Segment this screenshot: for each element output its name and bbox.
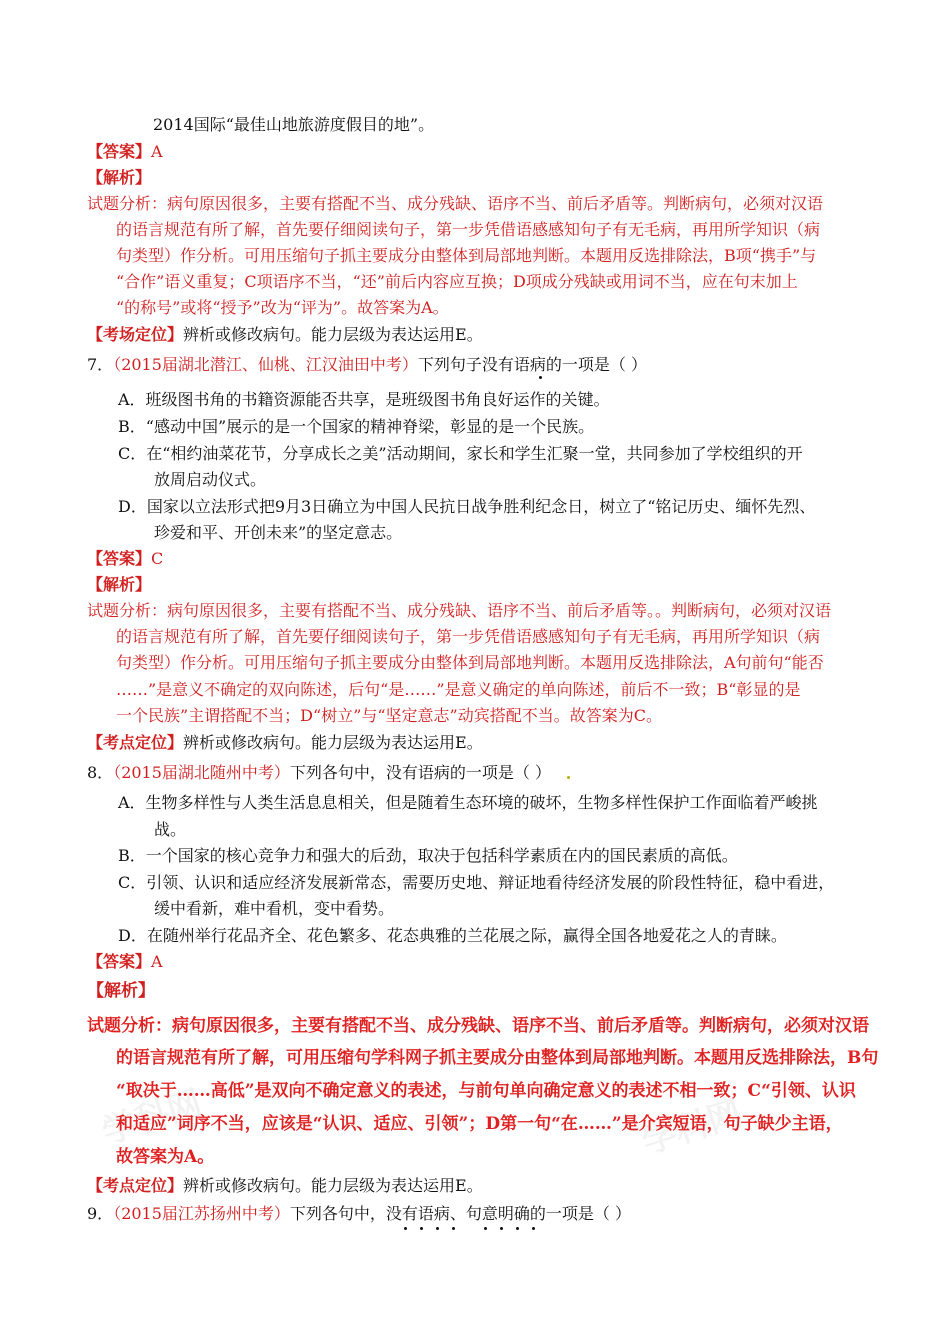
analysis-line: 试题分析：病句原因很多，主要有搭配不当、成分残缺、语序不当、前后矛盾等。判断病句，必须对汉语 [87, 1016, 869, 1036]
emphasis-dot [539, 376, 542, 379]
option-a: A．班级图书角的书籍资源能否共享，是班级图书角良好运作的关键。 [118, 390, 610, 409]
emphasis-dot [452, 1227, 455, 1230]
option-a: A．生物多样性与人类生活息息相关，但是随着生态环境的破坏，生物多样性保护工作面临着严峻挑 [118, 793, 818, 812]
position-line [87, 732, 483, 754]
question-8 [87, 762, 551, 784]
position-text: 辨析或修改病句。能力层级为表达运用E。 [183, 325, 483, 344]
question-source: （2015届湖北随州中考） [113, 763, 290, 782]
q6-answer [87, 141, 163, 163]
question-stem: 下列各句中，没有语病、句意明确的一项是（ ） [289, 1204, 632, 1223]
watermark: 学科网 [637, 1093, 747, 1163]
question-7 [87, 354, 647, 376]
analysis-line: 的语言规范有所了解，首先要仔细阅读句子，第一步凭借语感感知句子有无毛病，再用所学知识（病 [116, 220, 821, 239]
analysis-label: 【解析】 [87, 168, 152, 187]
option-c-cont: 放周启动仪式。 [154, 470, 267, 489]
emphasis-dot [484, 1227, 487, 1230]
option-a-cont: 战。 [154, 820, 187, 839]
option-b: B．“感动中国”展示的是一个国家的精神脊梁，彰显的是一个民族。 [118, 417, 595, 436]
emphasis-dot [500, 1227, 503, 1230]
analysis-line: 的语言规范有所了解，首先要仔细阅读句子，第一步凭借语感感知句子有无毛病，再用所学知识（病 [116, 627, 821, 646]
question-source: （2015届湖北潜江、仙桃、江汉油田中考） [113, 355, 418, 374]
q8-answer [87, 951, 163, 973]
analysis-line: 试题分析：病句原因很多，主要有搭配不当、成分残缺、语序不当、前后矛盾等。。判断病句，必须对汉语 [87, 601, 832, 620]
position-line [87, 1175, 483, 1197]
top-line: 2014国际“最佳山地旅游度假目的地”。 [153, 115, 435, 134]
analysis-line: 试题分析：病句原因很多，主要有搭配不当、成分残缺、语序不当、前后矛盾等。判断病句，必须对汉语 [87, 194, 824, 213]
answer-value: A [151, 142, 163, 161]
stray-mark [567, 776, 570, 779]
analysis-line: 一个民族”主谓搭配不当；D“树立”与“坚定意志”动宾搭配不当。故答案为C。 [116, 706, 662, 725]
question-number: 8． [87, 763, 114, 782]
question-number: 7． [87, 355, 114, 374]
answer-label: 【答案】 [87, 952, 152, 971]
answer-label: 【答案】 [87, 549, 152, 568]
answer-value: A [151, 952, 163, 971]
analysis-label: 【解析】 [87, 575, 152, 594]
analysis-line: 和适应”词序不当，应该是“认识、适应、引领”；D第一句“在……”是介宾短语，句子缺少主语， [116, 1114, 843, 1134]
analysis-label: 【解析】 [87, 981, 155, 1001]
analysis-line: 的语言规范有所了解，可用压缩句学科网子抓主要成分由整体到局部地判断。本题用反选排除法，B句 [116, 1048, 879, 1068]
position-text: 辨析或修改病句。能力层级为表达运用E。 [183, 1176, 483, 1195]
position-label: 【考点定位】 [87, 733, 184, 752]
position-label: 【考点定位】 [87, 1176, 184, 1195]
emphasis-dot [420, 1227, 423, 1230]
question-stem: 下列句子没有语病的一项是（ ） [417, 355, 648, 374]
emphasis-dot [516, 1227, 519, 1230]
option-b: B．一个国家的核心竞争力和强大的后劲，取决于包括科学素质在内的国民素质的高低。 [118, 846, 738, 865]
position-line [87, 324, 483, 346]
analysis-line: 句类型）作分析。可用压缩句子抓主要成分由整体到局部地判断。本题用反选排除法，B项“携手”与 [116, 246, 817, 265]
question-source: （2015届江苏扬州中考） [113, 1204, 290, 1223]
option-d: D．国家以立法形式把9月3日确立为中国人民抗日战争胜利纪念日，树立了“铭记历史、缅怀先烈、 [118, 497, 816, 516]
position-label: 【考场定位】 [87, 325, 184, 344]
question-9 [87, 1203, 631, 1225]
position-text: 辨析或修改病句。能力层级为表达运用E。 [183, 733, 483, 752]
question-number: 9． [87, 1204, 114, 1223]
q7-answer [87, 548, 163, 570]
analysis-line: 故答案为A。 [116, 1147, 215, 1167]
analysis-line: “的称号”或将“授予”改为“评为”。故答案为A。 [116, 298, 449, 317]
option-d: D．在随州举行花品齐全、花色繁多、花态典雅的兰花展之际，赢得全国各地爱花之人的青睐。 [118, 926, 787, 945]
option-c: C．引领、认识和适应经济发展新常态，需要历史地、辩证地看待经济发展的阶段性特征，稳中看进， [118, 873, 835, 892]
answer-value: C [151, 549, 164, 568]
option-c: C．在“相约油菜花节，分享成长之美”活动期间，家长和学生汇聚一堂，共同参加了学校组织的开 [118, 444, 803, 463]
question-stem: 下列各句中，没有语病的一项是（ ） [289, 763, 552, 782]
answer-label: 【答案】 [87, 142, 152, 161]
option-c-cont: 缓中看新，难中看机，变中看势。 [154, 899, 395, 918]
emphasis-dot [436, 1227, 439, 1230]
analysis-line: 句类型）作分析。可用压缩句子抓主要成分由整体到局部地判断。本题用反选排除法，A句前句“能否 [116, 653, 824, 672]
analysis-line: ……”是意义不确定的双向陈述，后句“是……”是意义确定的单向陈述，前后不一致；B“彰显的是 [116, 680, 801, 699]
emphasis-dot [404, 1227, 407, 1230]
analysis-line: “合作”语义重复；C项语序不当，“还”前后内容应互换；D项成分残缺或用词不当，应在句末加上 [116, 272, 798, 291]
emphasis-dot [532, 1227, 535, 1230]
option-d-cont: 珍爱和平、开创未来”的坚定意志。 [154, 523, 403, 542]
watermark: 学科网 [97, 1083, 207, 1153]
analysis-line: “取决于……高低”是双向不确定意义的表述，与前句单向确定意义的表述不相一致；C“引领、认识 [116, 1081, 856, 1101]
